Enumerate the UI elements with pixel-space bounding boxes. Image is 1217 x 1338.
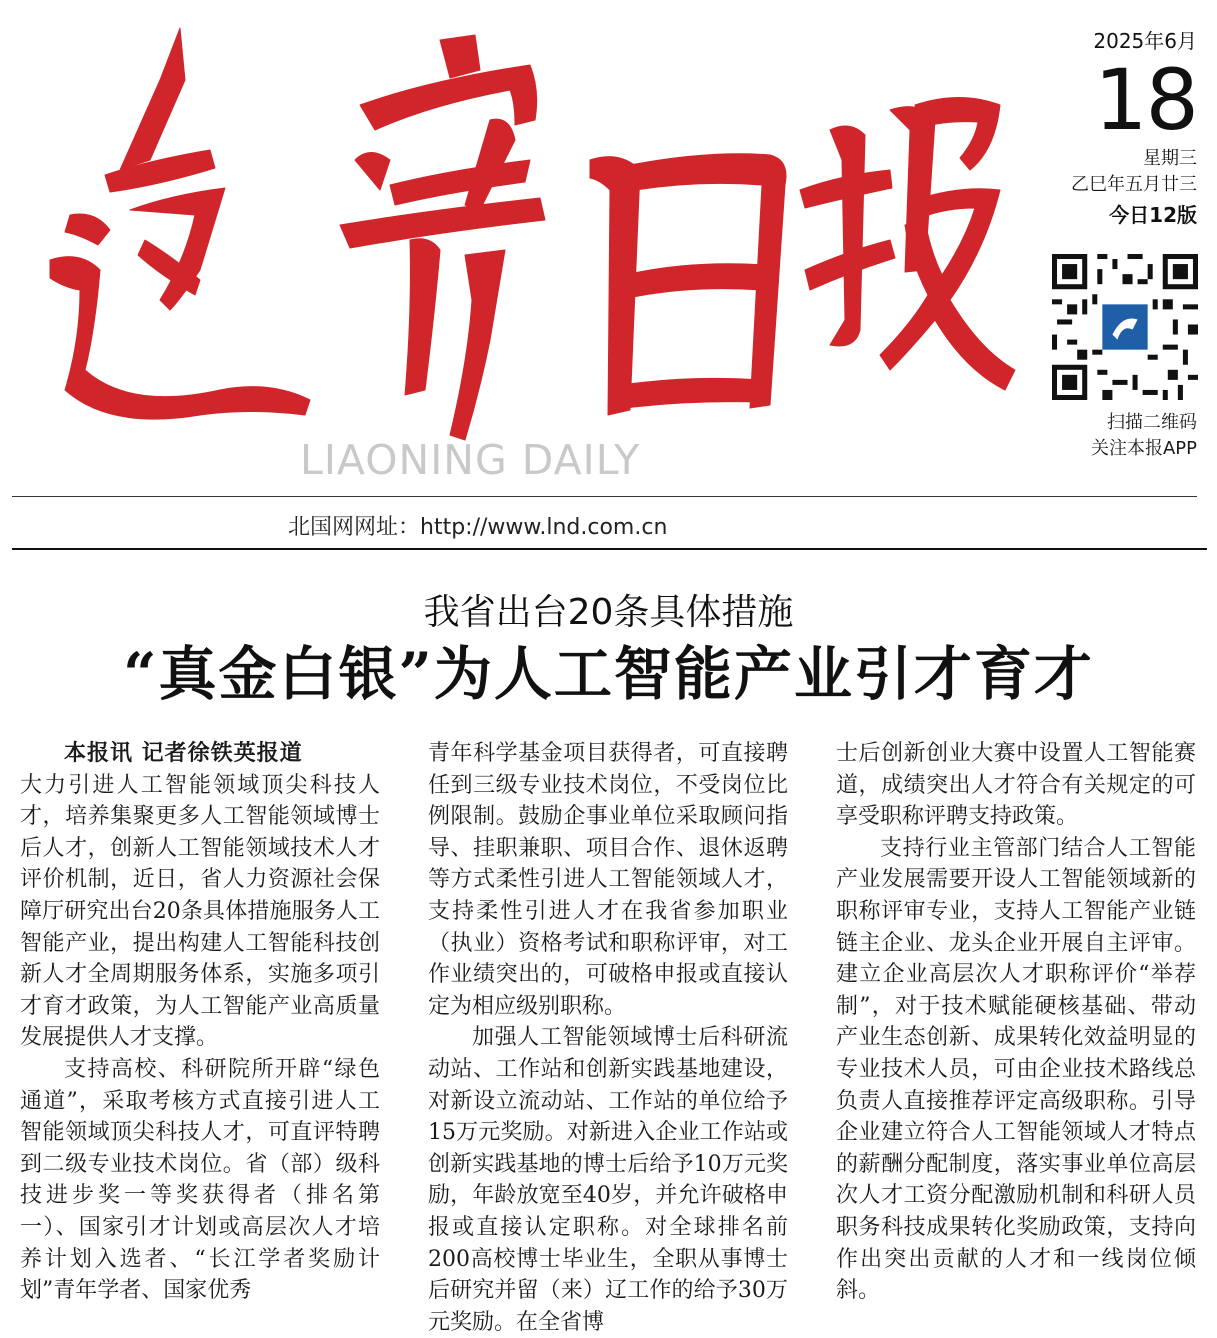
issue-year-month: 2025年6月 (1093, 29, 1197, 53)
article-column-1 (20, 738, 380, 1318)
qr-caption-line1: 扫描二维码 (1107, 412, 1197, 433)
article-paragraph: 大力引进人工智能领域顶尖科技人才，培养集聚更多人工智能领域博士后人才，创新人工智能领域技术人才评价机制，近日，省人力资源社会保障厅研究出台20条具体措施服务人工智能产业，提出构建人工智能科技创新人才全周期服务体系，实施多项引才育才政策，为人工智能产业高质量发展提供人才支撑。 (20, 772, 380, 1051)
header-divider (12, 548, 1207, 550)
masthead-calligraphy-logo (10, 10, 1020, 450)
article-column-3 (836, 738, 1196, 1318)
article-paragraph: 士后创新创业大赛中设置人工智能赛道，成绩突出人才符合有关规定的可享受职称评聘支持政策。 (836, 741, 1196, 830)
masthead-divider (12, 496, 1197, 497)
article-headline: “真金白银”为人工智能产业引才育才 (123, 640, 1094, 708)
article-paragraph: 加强人工智能领域博士后科研流动站、工作站和创新实践基地建设，对新设立流动站、工作站的单位给予15万元奖励。对新进入企业工作站或创新实践基地的博士后给予10万元奖励，年龄放宽至40岁，并允许破格申报或直接认定职称。对全球排名前200高校博士毕业生，全职从事博士后研究并留（来）辽工作的给予30万元奖励。在全省博 (428, 1025, 788, 1335)
article-paragraph: 支持行业主管部门结合人工智能产业发展需要开设人工智能领域新的职称评审专业，支持人工智能产业链链主企业、龙头企业开展自主评审。建立企业高层次人才职称评价“举荐制”，对于技术赋能硬核基础、带动产业生态创新、成果转化效益明显的专业技术人员，可由企业技术路线总负责人直接推荐评定高级职称。引导企业建立符合人工智能领域人才特点的薪酬分配制度，落实事业单位高层次人才工资分配激励机制和科研人员职务科技成果转化奖励政策，支持向作出突出贡献的人才和一线岗位倾斜。 (836, 835, 1196, 1304)
issue-day: 18 (1094, 51, 1197, 149)
article-paragraph: 支持高校、科研院所开辟“绿色通道”，采取考核方式直接引进人工智能领域顶尖科技人才，可直评特聘到二级专业技术岗位。省（部）级科技进步奖一等奖获得者（排名第一）、国家引才计划或高层次人才培养计划入选者、“长江学者奖励计划”青年学者、国家优秀 (20, 1056, 380, 1304)
issue-lunar-date: 乙巳年五月廿三 (1071, 174, 1197, 195)
issue-date-box (1037, 28, 1197, 230)
qr-caption-line2: 关注本报APP (1090, 438, 1197, 459)
qr-code-icon[interactable] (1052, 254, 1198, 400)
article-subheading: 我省出台20条具体措施 (423, 592, 794, 633)
masthead-english-title: LIAONING DAILY (300, 436, 641, 484)
issue-page-count: 今日12版 (1109, 203, 1197, 227)
website-address[interactable]: 北国网网址：http://www.lnd.com.cn (288, 515, 668, 540)
qr-caption (1027, 410, 1197, 462)
article-column-2 (428, 738, 788, 1335)
article-paragraph: 青年科学基金项目获得者，可直接聘任到三级专业技术岗位，不受岗位比例限制。鼓励企事业单位采取顾问指导、挂职兼职、项目合作、退休返聘等方式柔性引进人工智能领域人才，支持柔性引进人才在我省参加职业（执业）资格考试和职称评审，对工作业绩突出的，可破格申报或直接认定为相应级别职称。 (428, 741, 788, 1019)
issue-weekday: 星期三 (1143, 148, 1197, 169)
article-byline: 本报讯 记者徐铁英报道 (64, 740, 303, 766)
